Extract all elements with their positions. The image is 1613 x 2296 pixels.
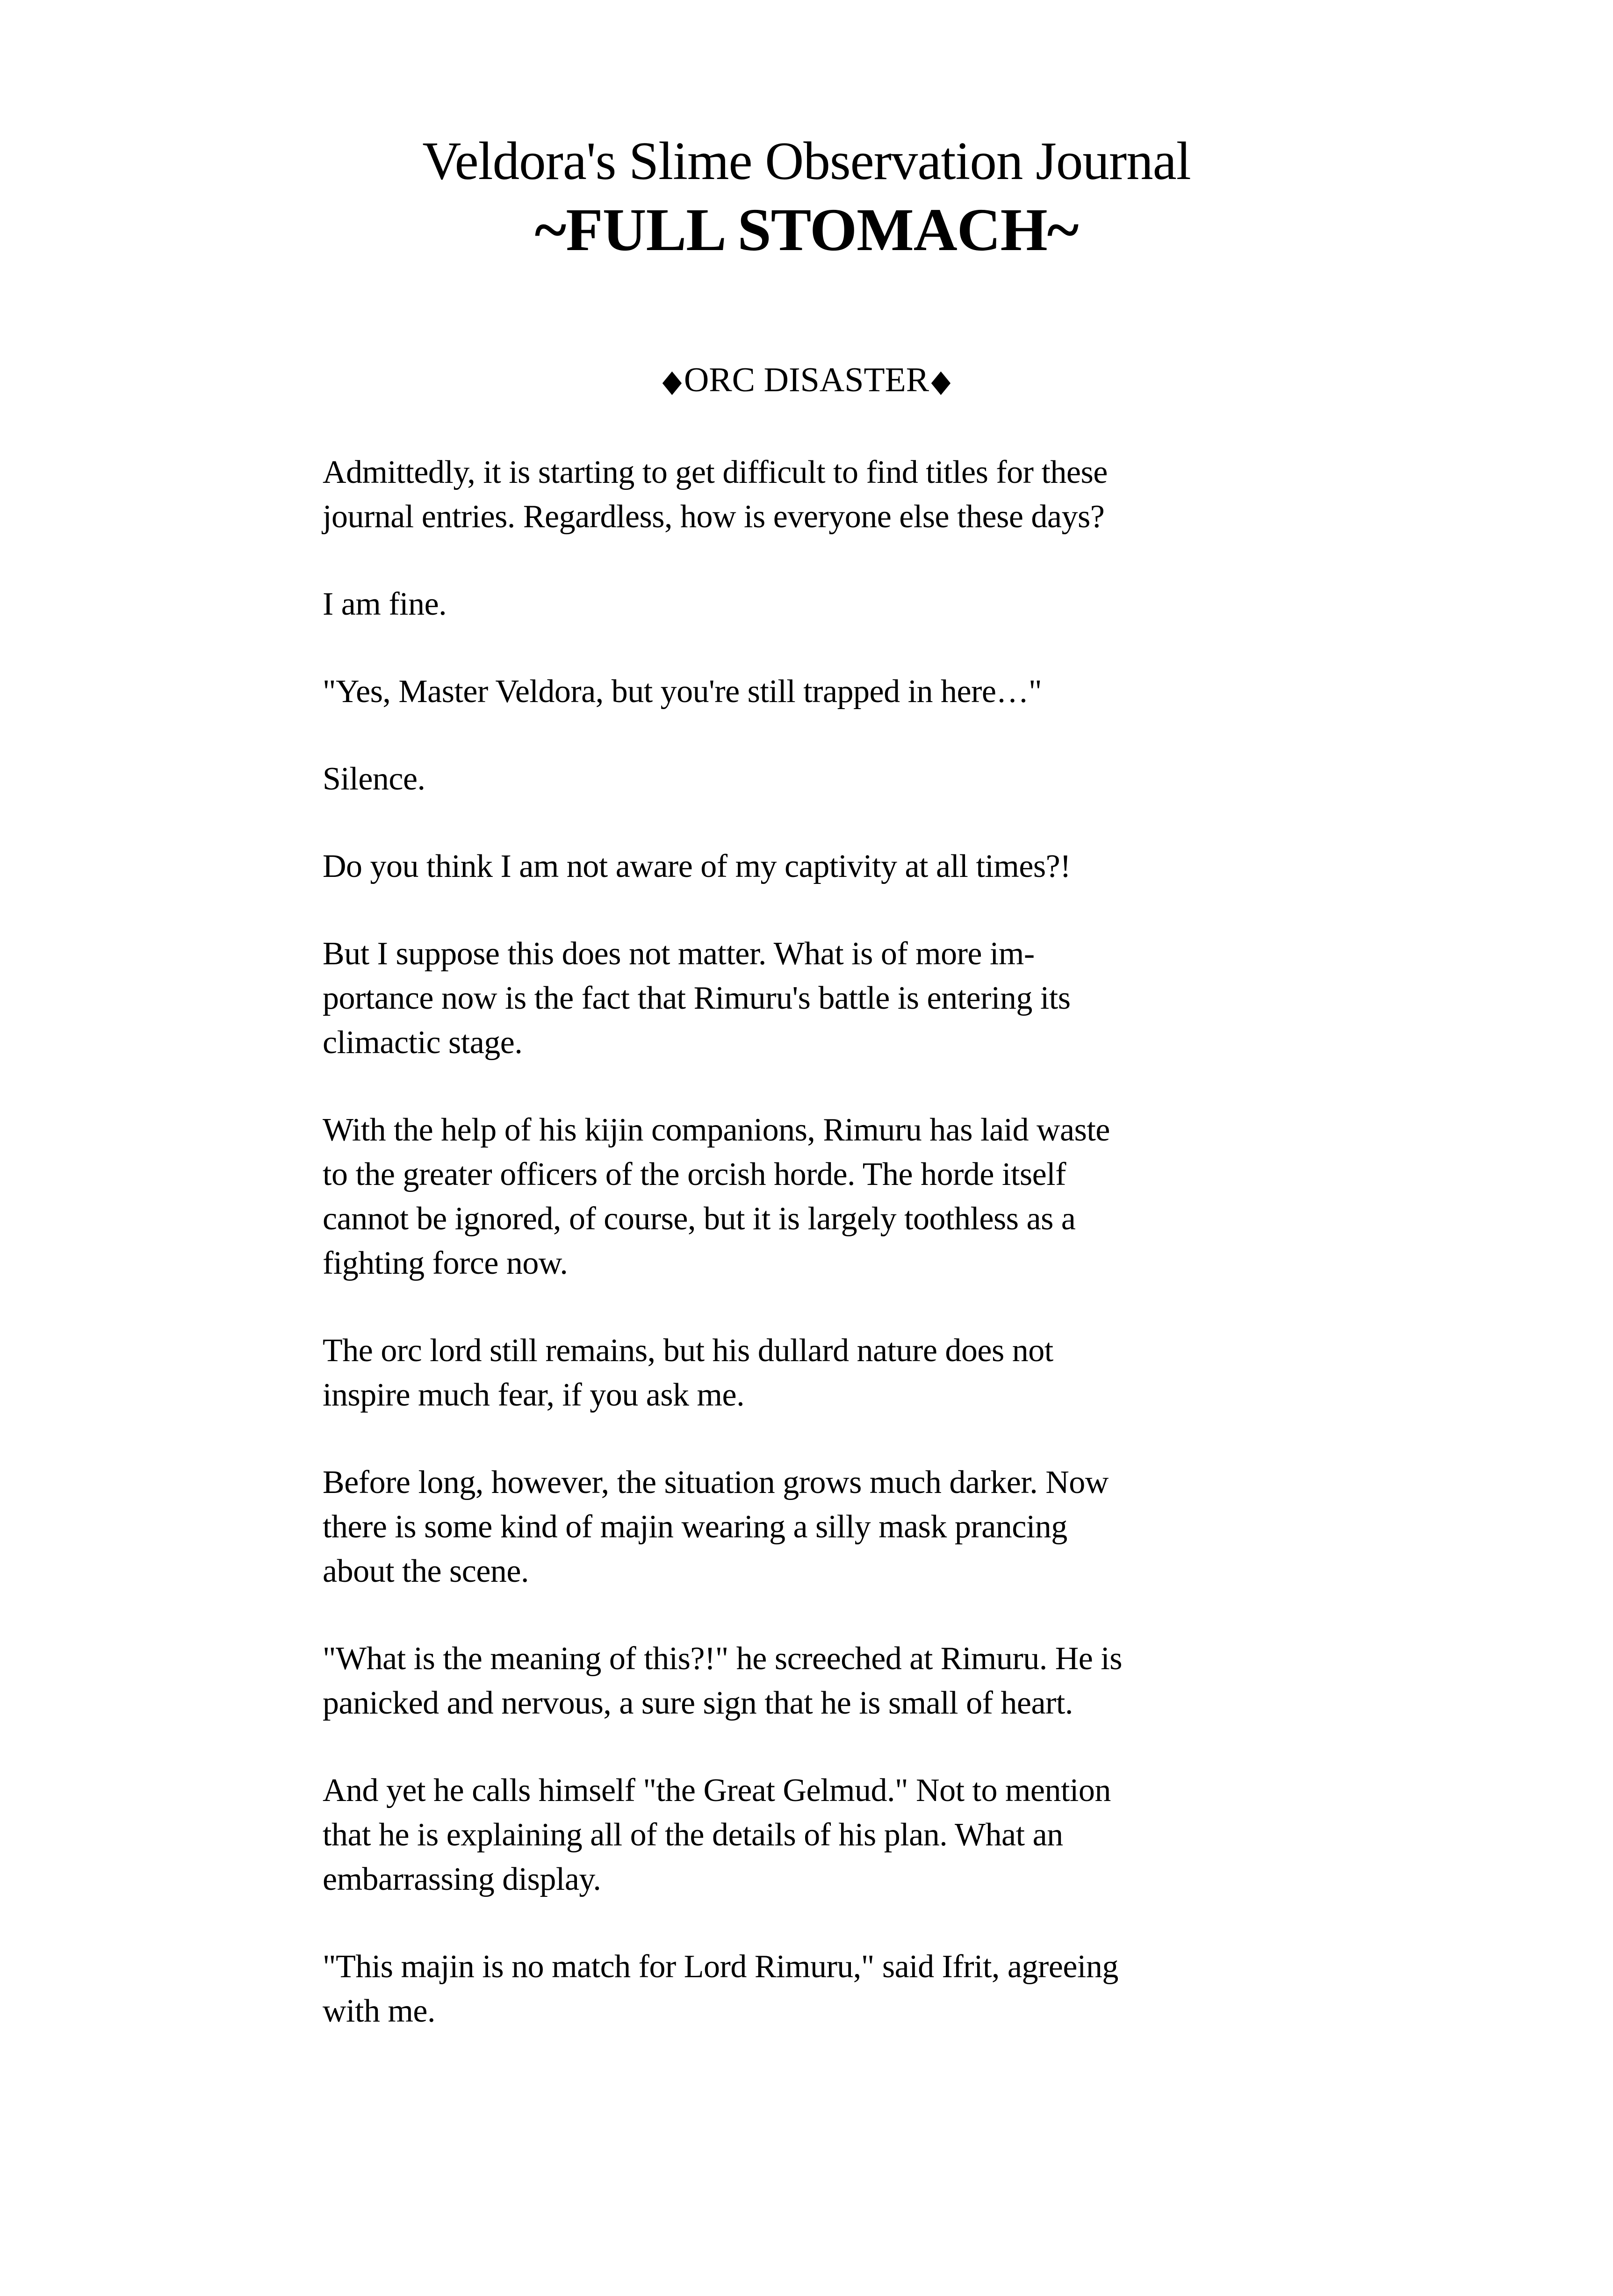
paragraph-line: fighting force now. — [323, 1245, 568, 1281]
paragraph-line: With the help of his kijin companions, Rimuru has laid waste — [323, 1112, 1110, 1148]
paragraph — [323, 582, 1290, 626]
paragraph-line: with me. — [323, 1993, 435, 2029]
paragraph-line: cannot be ignored, of course, but it is largely toothless as a — [323, 1201, 1076, 1237]
paragraph-line: Do you think I am not aware of my captivity at all times?! — [323, 848, 1071, 884]
paragraph-line: that he is explaining all of the details of his plan. What an — [323, 1817, 1063, 1853]
paragraph-line: to the greater officers of the orcish horde. The horde itself — [323, 1156, 1066, 1192]
paragraph-line: Before long, however, the situation grows much darker. Now — [323, 1464, 1109, 1500]
paragraph — [323, 1328, 1290, 1417]
paragraph-line: journal entries. Regardless, how is everyone else these days? — [323, 499, 1105, 535]
paragraph-line: inspire much fear, if you ask me. — [323, 1377, 745, 1413]
paragraph — [323, 1460, 1290, 1593]
section-heading-label: ORC DISASTER — [684, 361, 929, 399]
paragraph-line: The orc lord still remains, but his dullard nature does not — [323, 1333, 1053, 1369]
paragraph — [323, 1108, 1290, 1285]
paragraph-line: portance now is the fact that Rimuru's battle is entering its — [323, 980, 1071, 1016]
paragraph — [323, 844, 1290, 889]
paragraph — [323, 669, 1290, 714]
title-block — [0, 0, 1613, 266]
journal-body — [323, 450, 1290, 2033]
paragraph-line: panicked and nervous, a sure sign that he is small of heart. — [323, 1685, 1073, 1721]
paragraph — [323, 1944, 1290, 2033]
paragraph-line: And yet he calls himself "the Great Gelmud." Not to mention — [323, 1772, 1111, 1808]
section-heading — [0, 358, 1613, 403]
paragraph-line: I am fine. — [323, 586, 447, 622]
paragraph-line: climactic stage. — [323, 1025, 523, 1061]
paragraph — [323, 450, 1290, 539]
paragraph-line: "Yes, Master Veldora, but you're still trapped in here…" — [323, 674, 1042, 710]
paragraph-line: about the scene. — [323, 1553, 529, 1589]
paragraph — [323, 1636, 1290, 1725]
diamond-right-icon: ◆ — [931, 363, 951, 399]
paragraph — [323, 757, 1290, 801]
paragraph — [323, 932, 1290, 1065]
paragraph — [323, 1768, 1290, 1901]
journal-title: Veldora's Slime Observation Journal — [422, 131, 1191, 191]
paragraph-line: there is some kind of majin wearing a silly mask prancing — [323, 1509, 1067, 1545]
paragraph-line: "This majin is no match for Lord Rimuru," said Ifrit, agreeing — [323, 1949, 1118, 1985]
paragraph-line: "What is the meaning of this?!" he screeched at Rimuru. He is — [323, 1641, 1122, 1677]
journal-subtitle: ~FULL STOMACH~ — [534, 196, 1079, 264]
paragraph-line: embarrassing display. — [323, 1861, 601, 1897]
paragraph-line: Admittedly, it is starting to get difficult to find titles for these — [323, 454, 1108, 490]
paragraph-line: Silence. — [323, 761, 425, 797]
paragraph-line: But I suppose this does not matter. What is of more im- — [323, 936, 1035, 972]
diamond-left-icon: ◆ — [662, 363, 682, 399]
